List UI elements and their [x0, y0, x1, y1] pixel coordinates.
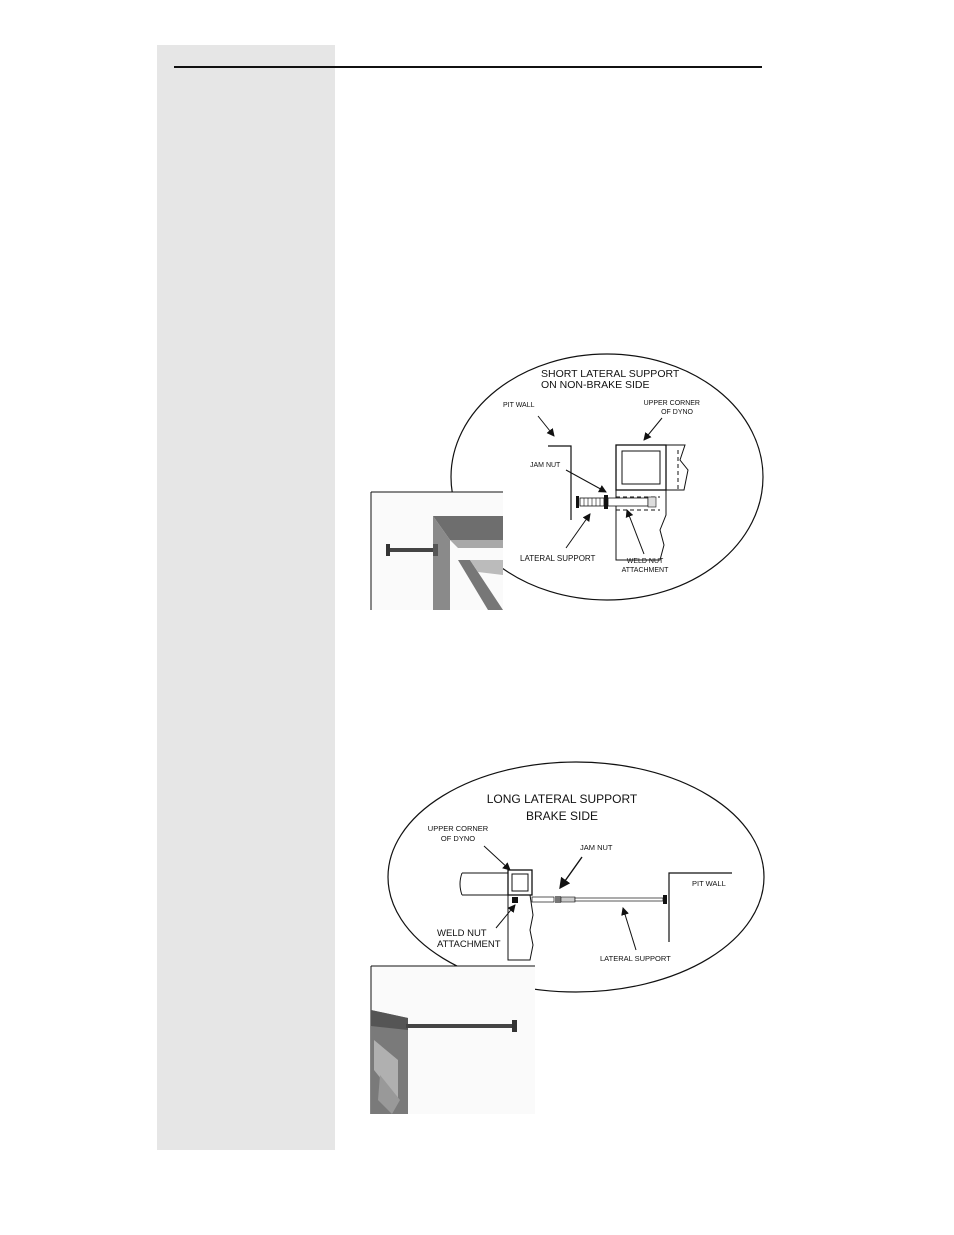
- label-weld-nut-line1: WELD NUT: [626, 558, 664, 565]
- label-upper-corner-line1: UPPER CORNER: [427, 824, 489, 833]
- figure-title-line1: SHORT LATERAL SUPPORT: [541, 368, 680, 380]
- label-upper-corner-line2: OF DYNO: [440, 834, 476, 843]
- label-jam-nut: JAM NUT: [530, 462, 561, 469]
- label-weld-nut-line2: ATTACHMENT: [621, 567, 669, 574]
- figure-title-line1: LONG LATERAL SUPPORT: [486, 792, 638, 806]
- label-pit-wall: PIT WALL: [503, 402, 535, 409]
- label-jam-nut: JAM NUT: [580, 843, 613, 852]
- figure-title-line2: ON NON-BRAKE SIDE: [541, 379, 650, 391]
- label-upper-corner-line2: OF DYNO: [661, 409, 693, 416]
- label-weld-nut-line1: WELD NUT: [437, 928, 487, 939]
- photo-inset: [371, 966, 535, 1114]
- label-weld-nut-line2: ATTACHMENT: [437, 939, 501, 950]
- label-lateral-support: LATERAL SUPPORT: [520, 554, 596, 563]
- label-lateral-support: LATERAL SUPPORT: [600, 954, 671, 963]
- label-pit-wall: PIT WALL: [692, 879, 726, 888]
- figure-title-line2: BRAKE SIDE: [525, 809, 599, 823]
- label-upper-corner-line1: UPPER CORNER: [643, 400, 700, 407]
